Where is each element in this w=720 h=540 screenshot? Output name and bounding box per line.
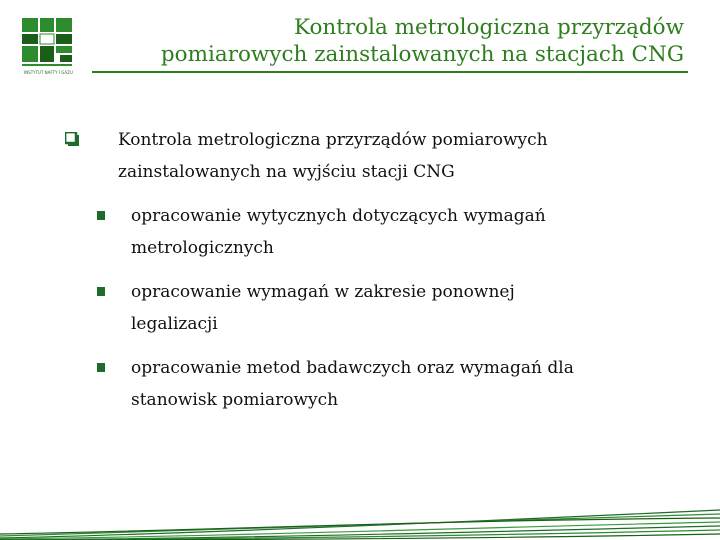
- main-bullet-line-1: Kontrola metrologiczna przyrządów pomiarowych: [118, 130, 548, 150]
- square-bullet-icon: [97, 363, 105, 372]
- sub-bullet-text: [131, 276, 676, 340]
- logo-caption: INSTYTUT NAFTY I GAZU: [24, 70, 73, 75]
- title-line-1: Kontrola metrologiczna przyrządów: [293, 15, 684, 40]
- square-bullet-icon: [97, 211, 105, 220]
- footer-wave-decoration: [0, 490, 720, 540]
- title-line-2: pomiarowych zainstalowanych na stacjach CNG: [160, 42, 684, 67]
- sub-bullet-line-2: stanowisk pomiarowych: [131, 390, 339, 410]
- sub-bullet-text: [131, 200, 676, 264]
- title-underline: [92, 71, 688, 73]
- sub-bullet-line-1: opracowanie metod badawczych oraz wymagań dla: [131, 358, 574, 378]
- sub-bullet-text: [131, 352, 676, 416]
- main-bullet-line-2: zainstalowanych na wyjściu stacji CNG: [118, 162, 455, 182]
- sub-bullet-line-1: opracowanie wytycznych dotyczących wymagań: [131, 206, 546, 226]
- page-title: [84, 14, 684, 68]
- square-bullet-icon: [97, 287, 105, 296]
- checkbox-bullet-icon: [65, 132, 79, 146]
- sub-bullet-line-2: metrologicznych: [131, 238, 274, 258]
- sub-bullet-line-2: legalizacji: [131, 314, 218, 334]
- main-bullet-text: [118, 124, 678, 188]
- sub-bullet-line-1: opracowanie wymagań w zakresie ponownej: [131, 282, 515, 302]
